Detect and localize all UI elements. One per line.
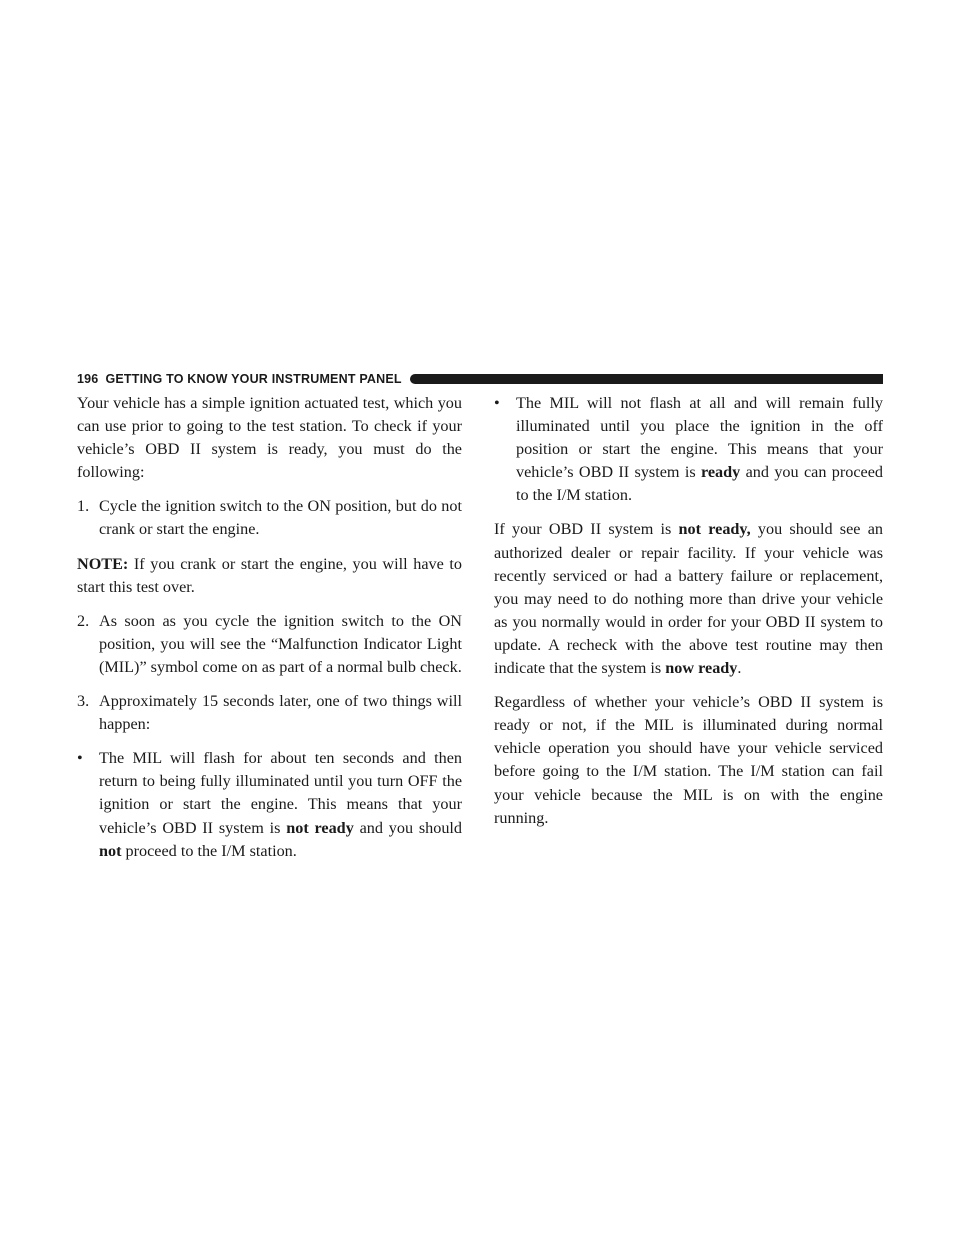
page-header [77, 372, 883, 386]
not-ready-paragraph [494, 518, 883, 680]
bullet-no-flash [494, 392, 883, 507]
bullet-icon: • [77, 749, 83, 768]
step-1-number: 1. [77, 497, 90, 516]
bullet-flash-bold-b: not [99, 841, 122, 860]
bullet-no-flash-text-b: and you can proceed to the I/M station. [516, 463, 883, 505]
left-column [77, 392, 462, 874]
bullet-flash-text-b: and you should [353, 818, 463, 837]
regardless-paragraph: Regardless of whether your vehicle’s OBD II system is ready or not, if the MIL is illuminated during normal vehicle operation you should have your vehicle serviced before going to the I/M station. The I/M station can fail your vehicle because the MIL is on with the engine running. [494, 693, 883, 827]
bullet-no-flash-text-a: The MIL will not flash at all and will remain fully illuminated until you place the ignition in the off position or start the engine. This means that your vehicle’s OBD II system is [516, 394, 883, 482]
note-text: If you crank or start the engine, you will have to start this test over. [77, 554, 462, 596]
bullet-flash [77, 747, 462, 862]
bullet-flash-text-c: proceed to the I/M station. [121, 841, 297, 860]
not-ready-text-a: If your OBD II system is [494, 520, 679, 539]
step-3-text: Approximately 15 seconds later, one of two things will happen: [99, 692, 462, 734]
not-ready-bold-b: now ready [665, 659, 738, 678]
step-2 [77, 610, 462, 679]
step-2-number: 2. [77, 611, 90, 630]
intro-paragraph: Your vehicle has a simple ignition actuated test, which you can use prior to going to the test station. To check if your vehicle’s OBD II system is ready, you must do the following: [77, 394, 462, 482]
not-ready-text-b: you should see an authorized dealer or repair facility. If your vehicle was recently serviced or had a battery failure or replacement, you may need to do nothing more than drive your vehicle as you normally would in order for your OBD II system to update. A recheck with the above test routine may then indicate that the system is [494, 520, 883, 678]
section-title: GETTING TO KNOW YOUR INSTRUMENT PANEL [105, 372, 402, 386]
right-column [494, 392, 883, 841]
not-ready-text-c: . [737, 659, 742, 678]
step-1 [77, 495, 462, 541]
not-ready-bold-a: not ready, [678, 520, 751, 539]
bullet-icon: • [494, 394, 500, 412]
step-3 [77, 690, 462, 736]
step-3-number: 3. [77, 692, 90, 711]
note-paragraph [77, 553, 462, 599]
bullet-flash-text-a: The MIL will flash for about ten seconds and then return to being fully illuminated until you turn OFF the ignition or start the engine. This means that your vehicle’s OBD II system is [99, 749, 462, 837]
bullet-flash-bold-a: not ready [286, 818, 354, 837]
page-number: 196 [77, 372, 99, 386]
step-2-text: As soon as you cycle the ignition switch to the ON position, you will see the “Malfunction Indicator Light (MIL)” symbol come on as part of a normal bulb check. [99, 611, 462, 676]
note-label: NOTE: [77, 554, 129, 573]
bullet-no-flash-bold-a: ready [700, 463, 741, 482]
step-1-text: Cycle the ignition switch to the ON position, but do not crank or start the engine. [99, 497, 462, 539]
header-rule [410, 374, 883, 384]
